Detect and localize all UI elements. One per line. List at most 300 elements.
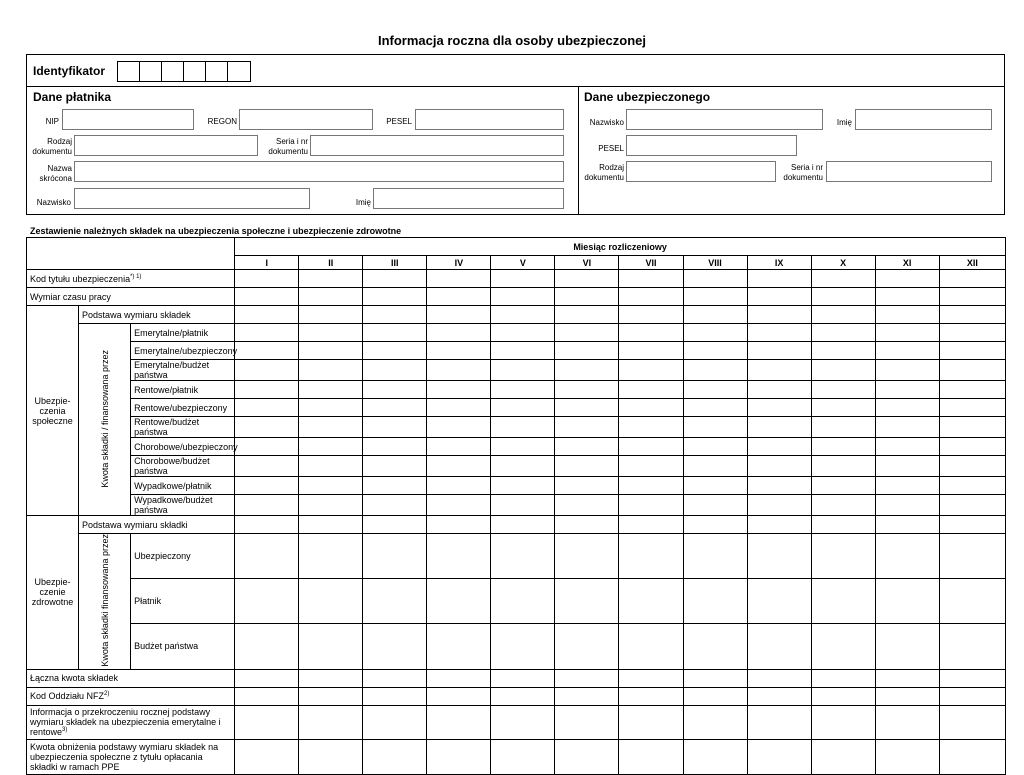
month-value-cell[interactable]: [299, 739, 363, 774]
month-value-cell[interactable]: [299, 417, 363, 438]
month-value-cell[interactable]: [811, 687, 875, 705]
month-value-cell[interactable]: [747, 579, 811, 624]
month-value-cell[interactable]: [875, 306, 939, 324]
month-value-cell[interactable]: [235, 669, 299, 687]
month-value-cell[interactable]: [299, 381, 363, 399]
month-value-cell[interactable]: [235, 456, 299, 477]
month-value-cell[interactable]: [235, 579, 299, 624]
month-value-cell[interactable]: [235, 288, 299, 306]
month-value-cell[interactable]: [299, 270, 363, 288]
month-value-cell[interactable]: [875, 270, 939, 288]
month-value-cell[interactable]: [747, 324, 811, 342]
month-value-cell[interactable]: [747, 342, 811, 360]
month-value-cell[interactable]: [555, 288, 619, 306]
month-value-cell[interactable]: [299, 624, 363, 669]
payer-nip-field[interactable]: [62, 109, 194, 130]
month-value-cell[interactable]: [427, 360, 491, 381]
month-value-cell[interactable]: [683, 477, 747, 495]
month-value-cell[interactable]: [619, 288, 683, 306]
month-value-cell[interactable]: [427, 324, 491, 342]
month-value-cell[interactable]: [939, 739, 1005, 774]
month-value-cell[interactable]: [939, 624, 1005, 669]
identifier-box[interactable]: [162, 62, 184, 81]
month-value-cell[interactable]: [683, 417, 747, 438]
month-value-cell[interactable]: [619, 438, 683, 456]
month-value-cell[interactable]: [683, 324, 747, 342]
month-value-cell[interactable]: [491, 579, 555, 624]
month-value-cell[interactable]: [875, 495, 939, 516]
month-value-cell[interactable]: [363, 417, 427, 438]
month-value-cell[interactable]: [939, 342, 1005, 360]
month-value-cell[interactable]: [363, 324, 427, 342]
month-value-cell[interactable]: [939, 360, 1005, 381]
month-value-cell[interactable]: [683, 624, 747, 669]
month-value-cell[interactable]: [427, 705, 491, 739]
payer-pesel-field[interactable]: [415, 109, 564, 130]
month-value-cell[interactable]: [363, 438, 427, 456]
identifier-boxes[interactable]: [117, 61, 251, 82]
month-value-cell[interactable]: [811, 624, 875, 669]
month-value-cell[interactable]: [875, 417, 939, 438]
payer-regon-field[interactable]: [239, 109, 373, 130]
month-value-cell[interactable]: [875, 360, 939, 381]
month-value-cell[interactable]: [427, 288, 491, 306]
month-value-cell[interactable]: [427, 495, 491, 516]
month-value-cell[interactable]: [747, 399, 811, 417]
month-value-cell[interactable]: [619, 705, 683, 739]
month-value-cell[interactable]: [427, 306, 491, 324]
insured-firstname-field[interactable]: [855, 109, 992, 130]
month-value-cell[interactable]: [491, 516, 555, 534]
month-value-cell[interactable]: [555, 306, 619, 324]
month-value-cell[interactable]: [235, 399, 299, 417]
month-value-cell[interactable]: [683, 399, 747, 417]
month-value-cell[interactable]: [683, 669, 747, 687]
month-value-cell[interactable]: [363, 516, 427, 534]
month-value-cell[interactable]: [363, 288, 427, 306]
month-value-cell[interactable]: [491, 417, 555, 438]
table-row: [27, 739, 1006, 774]
insured-doc-type-field[interactable]: [626, 161, 776, 182]
month-value-cell[interactable]: [619, 687, 683, 705]
month-value-cell[interactable]: [811, 477, 875, 495]
month-value-cell[interactable]: [875, 342, 939, 360]
month-value-cell[interactable]: [875, 381, 939, 399]
month-value-cell[interactable]: [875, 579, 939, 624]
month-value-cell[interactable]: [363, 739, 427, 774]
month-value-cell[interactable]: [427, 687, 491, 705]
wymiar-czasu-label-text: Wymiar czasu pracy: [30, 291, 111, 302]
header-section: [26, 54, 1005, 215]
month-value-cell[interactable]: [235, 687, 299, 705]
month-value-cell[interactable]: [235, 534, 299, 579]
month-value-cell[interactable]: [299, 360, 363, 381]
month-value-cell[interactable]: [491, 270, 555, 288]
month-value-cell[interactable]: [619, 381, 683, 399]
month-value-cell[interactable]: [619, 739, 683, 774]
month-value-cell[interactable]: [619, 399, 683, 417]
month-label-X: [811, 256, 875, 270]
month-value-cell[interactable]: [811, 579, 875, 624]
payer-surname-label: Nazwisko: [36, 198, 71, 207]
month-value-cell[interactable]: [683, 534, 747, 579]
month-value-cell[interactable]: [299, 456, 363, 477]
month-label-X-text: X: [840, 257, 847, 268]
month-value-cell[interactable]: [235, 477, 299, 495]
month-value-cell[interactable]: [939, 324, 1005, 342]
month-value-cell[interactable]: [875, 477, 939, 495]
month-value-cell[interactable]: [747, 456, 811, 477]
month-value-cell[interactable]: [939, 306, 1005, 324]
month-value-cell[interactable]: [491, 624, 555, 669]
month-value-cell[interactable]: [875, 669, 939, 687]
month-value-cell[interactable]: [491, 324, 555, 342]
month-value-cell[interactable]: [875, 438, 939, 456]
month-value-cell[interactable]: [875, 705, 939, 739]
month-value-cell[interactable]: [683, 739, 747, 774]
month-value-cell[interactable]: [747, 495, 811, 516]
month-value-cell[interactable]: [555, 417, 619, 438]
payer-pesel-label: PESEL: [386, 117, 412, 126]
month-value-cell[interactable]: [747, 705, 811, 739]
month-value-cell[interactable]: [747, 687, 811, 705]
month-value-cell[interactable]: [619, 417, 683, 438]
month-value-cell[interactable]: [235, 705, 299, 739]
payer-short-name-label-line1: Nazwa: [47, 164, 72, 173]
month-value-cell[interactable]: [235, 270, 299, 288]
month-value-cell[interactable]: [939, 579, 1005, 624]
month-value-cell[interactable]: [939, 534, 1005, 579]
month-value-cell[interactable]: [299, 669, 363, 687]
month-value-cell[interactable]: [363, 399, 427, 417]
month-value-cell[interactable]: [555, 324, 619, 342]
month-value-cell[interactable]: [555, 624, 619, 669]
month-value-cell[interactable]: [235, 495, 299, 516]
month-value-cell[interactable]: [235, 381, 299, 399]
identifier-box[interactable]: [140, 62, 162, 81]
month-value-cell[interactable]: [363, 381, 427, 399]
month-value-cell[interactable]: [427, 477, 491, 495]
month-label-VI: [555, 256, 619, 270]
month-value-cell[interactable]: [811, 360, 875, 381]
month-value-cell[interactable]: [491, 306, 555, 324]
month-value-cell[interactable]: [299, 288, 363, 306]
month-value-cell[interactable]: [491, 438, 555, 456]
payer-doc-series-label: [259, 137, 308, 157]
month-value-cell[interactable]: [619, 669, 683, 687]
month-value-cell[interactable]: [363, 456, 427, 477]
zdrowotne-podstawa-label: [79, 516, 235, 534]
month-value-cell[interactable]: [683, 288, 747, 306]
month-value-cell[interactable]: [747, 288, 811, 306]
month-value-cell[interactable]: [363, 360, 427, 381]
contributions-table-body: [27, 238, 1006, 775]
month-value-cell[interactable]: [939, 288, 1005, 306]
payer-firstname-field[interactable]: [373, 188, 564, 209]
insured-doc-series-field[interactable]: [826, 161, 992, 182]
month-value-cell[interactable]: [299, 324, 363, 342]
payer-doc-type-field[interactable]: [74, 135, 258, 156]
month-value-cell[interactable]: [747, 360, 811, 381]
month-value-cell[interactable]: [683, 270, 747, 288]
month-value-cell[interactable]: [683, 438, 747, 456]
spoleczne-row-label: [131, 495, 235, 516]
month-value-cell[interactable]: [683, 456, 747, 477]
month-value-cell[interactable]: [875, 624, 939, 669]
month-value-cell[interactable]: [747, 438, 811, 456]
month-value-cell[interactable]: [619, 360, 683, 381]
spoleczne-row-label-text: Emerytalne/ubezpieczony: [134, 345, 238, 356]
month-value-cell[interactable]: [363, 306, 427, 324]
zdrowotne-kwota-label: [79, 534, 131, 670]
month-value-cell[interactable]: [427, 624, 491, 669]
month-value-cell[interactable]: [555, 477, 619, 495]
month-value-cell[interactable]: [619, 495, 683, 516]
month-value-cell[interactable]: [491, 705, 555, 739]
month-value-cell[interactable]: [747, 306, 811, 324]
month-value-cell[interactable]: [491, 669, 555, 687]
month-value-cell[interactable]: [747, 739, 811, 774]
spoleczne-row-label: [131, 324, 235, 342]
month-value-cell[interactable]: [619, 324, 683, 342]
month-value-cell[interactable]: [555, 270, 619, 288]
month-value-cell[interactable]: [939, 381, 1005, 399]
month-value-cell[interactable]: [363, 669, 427, 687]
month-value-cell[interactable]: [555, 739, 619, 774]
month-value-cell[interactable]: [299, 438, 363, 456]
month-value-cell[interactable]: [619, 342, 683, 360]
table-row: [27, 534, 1006, 579]
month-value-cell[interactable]: [939, 516, 1005, 534]
month-value-cell[interactable]: [491, 495, 555, 516]
month-value-cell[interactable]: [939, 705, 1005, 739]
month-value-cell[interactable]: [683, 705, 747, 739]
month-value-cell[interactable]: [555, 669, 619, 687]
insured-surname-field[interactable]: [626, 109, 823, 130]
payer-surname-field[interactable]: [74, 188, 310, 209]
month-value-cell[interactable]: [555, 705, 619, 739]
month-value-cell[interactable]: [491, 288, 555, 306]
month-value-cell[interactable]: [939, 270, 1005, 288]
payer-short-name-field[interactable]: [74, 161, 564, 182]
month-value-cell[interactable]: [235, 739, 299, 774]
obnizenie-label-text: Kwota obniżenia podstawy wymiaru składek na ubezpieczenia społeczne z tytułu opłacania składki w ramach PPE: [30, 741, 219, 772]
month-value-cell[interactable]: [747, 417, 811, 438]
month-value-cell[interactable]: [555, 381, 619, 399]
month-value-cell[interactable]: [363, 270, 427, 288]
month-value-cell[interactable]: [811, 306, 875, 324]
month-value-cell[interactable]: [363, 624, 427, 669]
month-value-cell[interactable]: [555, 360, 619, 381]
month-value-cell[interactable]: [363, 534, 427, 579]
month-value-cell[interactable]: [299, 579, 363, 624]
month-value-cell[interactable]: [363, 477, 427, 495]
month-value-cell[interactable]: [811, 705, 875, 739]
month-value-cell[interactable]: [747, 624, 811, 669]
month-value-cell[interactable]: [235, 306, 299, 324]
month-value-cell[interactable]: [299, 687, 363, 705]
month-value-cell[interactable]: [555, 456, 619, 477]
month-value-cell[interactable]: [299, 342, 363, 360]
month-value-cell[interactable]: [683, 495, 747, 516]
month-value-cell[interactable]: [619, 516, 683, 534]
month-value-cell[interactable]: [619, 534, 683, 579]
month-value-cell[interactable]: [363, 342, 427, 360]
month-value-cell[interactable]: [875, 399, 939, 417]
month-value-cell[interactable]: [491, 477, 555, 495]
month-value-cell[interactable]: [363, 495, 427, 516]
month-value-cell[interactable]: [811, 399, 875, 417]
month-value-cell[interactable]: [875, 456, 939, 477]
month-value-cell[interactable]: [939, 669, 1005, 687]
month-value-cell[interactable]: [875, 534, 939, 579]
month-value-cell[interactable]: [619, 306, 683, 324]
month-value-cell[interactable]: [939, 399, 1005, 417]
month-value-cell[interactable]: [299, 516, 363, 534]
month-value-cell[interactable]: [619, 477, 683, 495]
month-value-cell[interactable]: [939, 438, 1005, 456]
month-value-cell[interactable]: [427, 438, 491, 456]
month-value-cell[interactable]: [619, 624, 683, 669]
month-value-cell[interactable]: [619, 579, 683, 624]
month-value-cell[interactable]: [811, 456, 875, 477]
month-value-cell[interactable]: [555, 579, 619, 624]
month-value-cell[interactable]: [939, 495, 1005, 516]
month-value-cell[interactable]: [427, 579, 491, 624]
month-value-cell[interactable]: [555, 438, 619, 456]
month-value-cell[interactable]: [299, 534, 363, 579]
identifier-box[interactable]: [118, 62, 140, 81]
month-value-cell[interactable]: [875, 687, 939, 705]
month-value-cell[interactable]: [747, 270, 811, 288]
month-value-cell[interactable]: [235, 516, 299, 534]
month-value-cell[interactable]: [235, 438, 299, 456]
month-value-cell[interactable]: [491, 342, 555, 360]
month-value-cell[interactable]: [235, 360, 299, 381]
month-value-cell[interactable]: [235, 417, 299, 438]
month-value-cell[interactable]: [683, 579, 747, 624]
month-value-cell[interactable]: [299, 495, 363, 516]
month-value-cell[interactable]: [427, 381, 491, 399]
month-value-cell[interactable]: [491, 739, 555, 774]
month-value-cell[interactable]: [811, 324, 875, 342]
month-value-cell[interactable]: [875, 324, 939, 342]
month-value-cell[interactable]: [747, 669, 811, 687]
month-value-cell[interactable]: [683, 360, 747, 381]
month-value-cell[interactable]: [363, 687, 427, 705]
month-value-cell[interactable]: [811, 516, 875, 534]
month-value-cell[interactable]: [555, 516, 619, 534]
month-value-cell[interactable]: [491, 687, 555, 705]
month-value-cell[interactable]: [555, 342, 619, 360]
month-value-cell[interactable]: [299, 477, 363, 495]
month-value-cell[interactable]: [491, 381, 555, 399]
month-value-cell[interactable]: [427, 669, 491, 687]
month-value-cell[interactable]: [811, 342, 875, 360]
month-value-cell[interactable]: [811, 417, 875, 438]
month-value-cell[interactable]: [683, 687, 747, 705]
month-value-cell[interactable]: [811, 669, 875, 687]
month-value-cell[interactable]: [939, 477, 1005, 495]
identifier-box[interactable]: [184, 62, 206, 81]
month-value-cell[interactable]: [939, 456, 1005, 477]
month-value-cell[interactable]: [363, 579, 427, 624]
month-value-cell[interactable]: [619, 270, 683, 288]
month-value-cell[interactable]: [299, 705, 363, 739]
month-value-cell[interactable]: [491, 534, 555, 579]
insured-pesel-field[interactable]: [626, 135, 797, 156]
month-value-cell[interactable]: [299, 306, 363, 324]
month-value-cell[interactable]: [939, 687, 1005, 705]
month-value-cell[interactable]: [235, 342, 299, 360]
identifier-box[interactable]: [228, 62, 250, 81]
month-value-cell[interactable]: [747, 477, 811, 495]
month-value-cell[interactable]: [683, 516, 747, 534]
month-value-cell[interactable]: [683, 342, 747, 360]
month-value-cell[interactable]: [875, 516, 939, 534]
month-value-cell[interactable]: [427, 417, 491, 438]
month-value-cell[interactable]: [363, 705, 427, 739]
spoleczne-row-label-text: Chorobowe/ubezpieczony: [134, 441, 238, 452]
month-value-cell[interactable]: [555, 495, 619, 516]
month-value-cell[interactable]: [811, 288, 875, 306]
month-value-cell[interactable]: [491, 456, 555, 477]
month-value-cell[interactable]: [811, 739, 875, 774]
month-value-cell[interactable]: [811, 534, 875, 579]
table-row: [27, 399, 1006, 417]
month-value-cell[interactable]: [683, 306, 747, 324]
kod-tytulu-label-text: Kod tytułu ubezpieczenia: [30, 273, 131, 284]
month-value-cell[interactable]: [811, 381, 875, 399]
month-value-cell[interactable]: [875, 739, 939, 774]
month-value-cell[interactable]: [811, 270, 875, 288]
month-value-cell[interactable]: [619, 456, 683, 477]
payer-short-name-label: [29, 164, 72, 184]
month-value-cell[interactable]: [427, 739, 491, 774]
month-value-cell[interactable]: [235, 624, 299, 669]
month-value-cell[interactable]: [299, 399, 363, 417]
payer-doc-type-label: [29, 137, 72, 157]
month-value-cell[interactable]: [491, 399, 555, 417]
month-value-cell[interactable]: [427, 342, 491, 360]
month-value-cell[interactable]: [427, 399, 491, 417]
identifier-box[interactable]: [206, 62, 228, 81]
payer-doc-series-field[interactable]: [310, 135, 564, 156]
month-value-cell[interactable]: [427, 270, 491, 288]
month-value-cell[interactable]: [747, 381, 811, 399]
month-value-cell[interactable]: [811, 495, 875, 516]
month-value-cell[interactable]: [555, 534, 619, 579]
month-value-cell[interactable]: [939, 417, 1005, 438]
month-value-cell[interactable]: [235, 324, 299, 342]
month-value-cell[interactable]: [747, 516, 811, 534]
month-value-cell[interactable]: [747, 534, 811, 579]
month-value-cell[interactable]: [427, 534, 491, 579]
month-value-cell[interactable]: [555, 687, 619, 705]
month-value-cell[interactable]: [427, 516, 491, 534]
month-value-cell[interactable]: [555, 399, 619, 417]
month-value-cell[interactable]: [811, 438, 875, 456]
month-label-VII-text: VII: [645, 257, 657, 268]
zdrowotne-row-label: [131, 624, 235, 669]
payer-doc-series-label-line2: dokumentu: [268, 147, 308, 156]
month-value-cell[interactable]: [491, 360, 555, 381]
month-label-IX: [747, 256, 811, 270]
footnote-marker: 3): [62, 727, 68, 734]
month-value-cell[interactable]: [875, 288, 939, 306]
month-value-cell[interactable]: [683, 381, 747, 399]
month-value-cell[interactable]: [427, 456, 491, 477]
